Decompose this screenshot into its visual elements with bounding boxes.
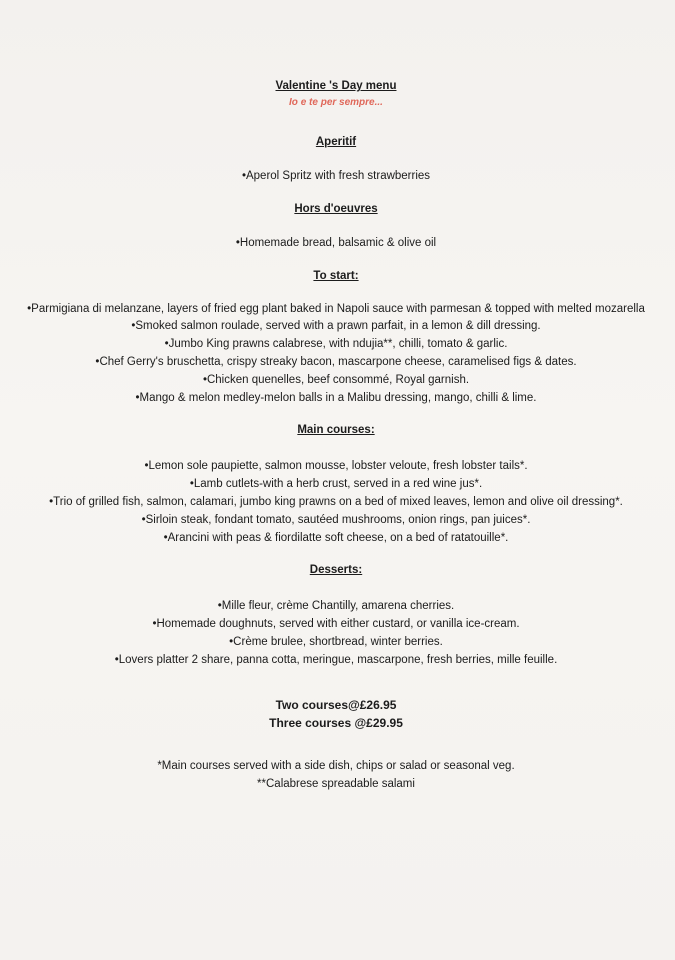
menu-item: •Homemade bread, balsamic & olive oil	[235, 236, 437, 249]
menu-item: •Jumbo King prawns calabrese, with ndujia**, chilli, tomato & garlic.	[164, 338, 508, 351]
menu-item: •Lemon sole paupiette, salmon mousse, lobster veloute, fresh lobster tails*.	[144, 460, 528, 473]
section-aperitif	[20, 135, 652, 186]
menu-item: •Arancini with peas & fiordilatte soft cheese, on a bed of ratatouille*.	[163, 531, 509, 544]
footnote-calabrese: **Calabrese spreadable salami	[257, 777, 415, 790]
section-heading: Main courses:	[297, 424, 375, 437]
menu-item: •Trio of grilled fish, salmon, calamari, jumbo king prawns on a bed of mixed leaves, lemon and olive oil dressing*.	[49, 495, 623, 508]
menu-title: Valentine 's Day menu	[275, 80, 397, 92]
menu-item: •Homemade doughnuts, served with either custard, or vanilla ice-cream.	[152, 618, 520, 631]
menu-item: •Lovers platter 2 share, panna cotta, meringue, mascarpone, fresh berries, mille feuille.	[114, 653, 558, 666]
pricing-block	[20, 696, 652, 732]
price-two-courses: Two courses@£26.95	[275, 697, 397, 712]
menu-item: •Parmigiana di melanzane, layers of fried egg plant baked in Napoli sauce with parmesan & topped with melted mozarella	[27, 302, 645, 315]
menu-item: •Mango & melon medley-melon balls in a Malibu dressing, mango, chilli & lime.	[135, 391, 537, 404]
item-list	[20, 598, 652, 669]
section-heading: Hors d'oeuvres	[294, 202, 378, 215]
item-list	[20, 458, 652, 547]
section-hors-doeuvres	[20, 202, 652, 253]
menu-item: •Mille fleur, crème Chantilly, amarena cherries.	[217, 600, 455, 613]
footnote-main-courses: *Main courses served with a side dish, chips or salad or seasonal veg.	[157, 759, 515, 772]
item-list	[20, 301, 652, 408]
section-heading: Desserts:	[309, 564, 363, 577]
footnotes	[20, 757, 652, 793]
section-to-start	[20, 269, 652, 408]
item-list	[20, 235, 652, 253]
menu-item: •Aperol Spritz with fresh strawberries	[241, 170, 431, 182]
menu-item: •Crème brulee, shortbread, winter berries.	[229, 635, 443, 648]
price-three-courses: Three courses @£29.95	[269, 715, 403, 730]
menu-subtitle: Io e te per sempre...	[289, 97, 383, 108]
menu-item: •Sirloin steak, fondant tomato, sautéed mushrooms, onion rings, pan juices*.	[141, 513, 531, 526]
menu-item: •Smoked salmon roulade, served with a prawn parfait, in a lemon & dill dressing.	[131, 320, 541, 333]
menu-item: •Lamb cutlets-with a herb crust, served in a red wine jus*.	[189, 478, 483, 491]
menu-item: •Chicken quenelles, beef consommé, Royal garnish.	[202, 373, 470, 386]
section-desserts	[20, 563, 652, 669]
section-main-courses	[20, 423, 652, 547]
menu-item: •Chef Gerry's bruschetta, crispy streaky bacon, mascarpone cheese, caramelised figs & dates.	[95, 355, 577, 368]
menu-content	[20, 79, 652, 793]
section-heading: Aperitif	[315, 136, 357, 148]
section-heading: To start:	[313, 269, 359, 282]
item-list	[20, 168, 652, 186]
